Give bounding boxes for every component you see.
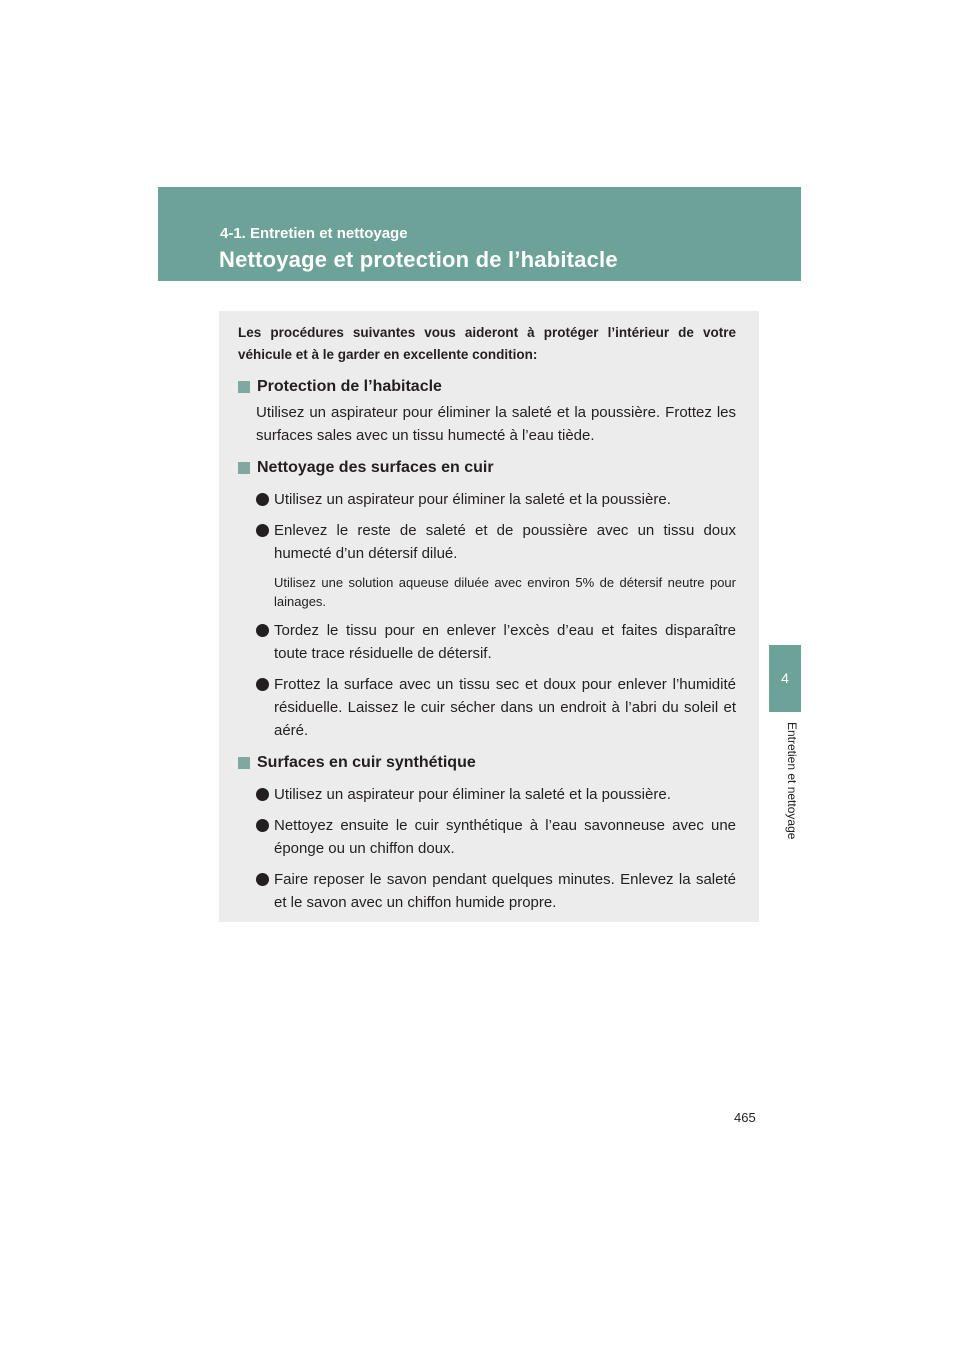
section-header [158,187,801,281]
section-heading-text: Protection de l’habitacle [257,378,442,395]
list-item-text: Frottez la surface avec un tissu sec et doux pour enlever l’humidité résiduelle. Laissez le cuir sécher dans un endroit à l’abri du soleil et aéré. [274,676,736,739]
section-heading [238,751,736,775]
list-item-text: Utilisez un aspirateur pour éliminer la saleté et la poussière. [274,786,671,803]
bullet-dot-icon [256,624,269,637]
list-item [256,673,736,742]
chapter-tab-label: Entretien et nettoyage [785,722,799,840]
page-number: 465 [734,1110,756,1125]
section-heading-text: Surfaces en cuir synthétique [257,754,476,771]
list-item-text: Nettoyez ensuite le cuir synthétique à l’eau savonneuse avec une éponge ou un chiffon doux. [274,817,736,857]
page-title: Nettoyage et protection de l’habitacle [219,247,618,272]
bullet-dot-icon [256,524,269,537]
bullet-dot-icon [256,819,269,832]
bullet-dot-icon [256,678,269,691]
bullet-dot-icon [256,873,269,886]
section-paragraph: Utilisez un aspirateur pour éliminer la saleté et la poussière. Frottez les surfaces sales avec un tissu humecté à l’eau tiède. [256,404,736,444]
list-item [256,488,736,511]
square-bullet-icon [238,462,250,474]
list-item [256,814,736,860]
list-item-text: Enlevez le reste de saleté et de poussière avec un tissu doux humecté d’un détersif dilué. [274,522,736,562]
list-item [256,519,736,565]
list-item-text: Faire reposer le savon pendant quelques minutes. Enlevez la saleté et le savon avec un chiffon humide propre. [274,871,736,911]
section-heading [238,375,736,399]
intro-text: Les procédures suivantes vous aideront à protéger l’intérieur de votre véhicule et à le garder en excellente condition: [238,325,736,362]
list-item-text: Utilisez un aspirateur pour éliminer la saleté et la poussière. [274,491,671,508]
chapter-tab: 4 [769,645,801,712]
list-item [256,868,736,914]
note-text: Utilisez une solution aqueuse diluée avec environ 5% de détersif neutre pour lainages. [274,575,736,609]
section-heading-text: Nettoyage des surfaces en cuir [257,459,494,476]
content-box [219,311,759,922]
section-label: 4-1. Entretien et nettoyage [220,225,408,242]
content-inner [238,322,736,914]
list-item-text: Tordez le tissu pour en enlever l’excès d’eau et faites disparaître toute trace résiduelle de détersif. [274,622,736,662]
list-item [256,619,736,665]
list-item [256,783,736,806]
square-bullet-icon [238,757,250,769]
section-heading [238,456,736,480]
bullet-dot-icon [256,788,269,801]
bullet-dot-icon [256,493,269,506]
square-bullet-icon [238,381,250,393]
